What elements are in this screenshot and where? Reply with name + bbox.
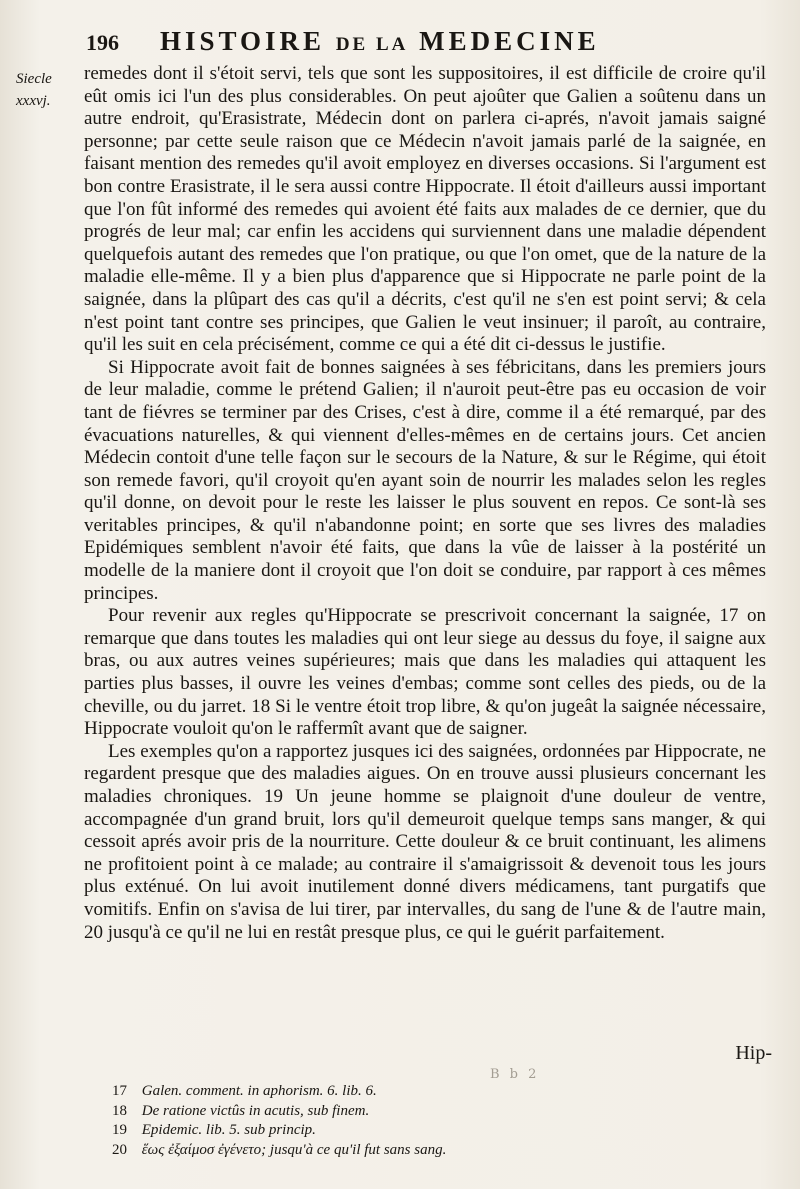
running-title-part1: HISTOIRE [160, 26, 326, 56]
margin-note-century [16, 68, 76, 112]
signature-mark: B b 2 [490, 1067, 540, 1082]
main-text [84, 63, 766, 944]
running-title-part2: DE LA [335, 34, 409, 55]
footnote-number: 18 [112, 1102, 127, 1119]
footnote-text: Galen. comment. in aphorism. 6. lib. 6. [141, 1083, 377, 1099]
page-number: 196 [86, 30, 119, 55]
paragraph-4: Les exemples qu'on a rapportez jusques ici des saignées, ordonnées par Hippocrate, ne regardent presque que des maladies aigues. On en trouve aussi plusieurs concernant les maladies chroniques. 19 Un jeune homme se plaignoit d'une douleur de ventre, accompagnée d'un grand bruit, lors qu'il demeuroit quelque temps sans manger, & qui cessoit aprés avoir pris de la nourriture. Cette douleur & ce bruit continuant, les alimens ne profitoient point à ce malade; au contraire il s'amaigrissoit & devenoit tous les jours plus exténué. On lui avoit inutilement donné divers médicamens, tant purgatifs que vomitifs. Enfin on s'avisa de lui tirer, par intervalles, du sang de l'une & de l'autre main, 20 jusqu'à ce qu'il ne lui en restât presque plus, ce qui le guérit parfaitement. [84, 740, 766, 943]
footnote-number: 17 [112, 1083, 127, 1099]
footnote [112, 1082, 672, 1102]
paragraph-1: remedes dont il s'étoit servi, tels que sont les suppositoires, il est difficile de croire qu'il eût omis ici l'un des plus considerables. On peut ajoûter que Galien a soûtenu dans un autre endroit, qu'Erasistrate, Médecin dont on parlera ci-aprés, n'avoit jamais saigné personne; par cette seule raison que ce Médecin n'avoit jamais parlé de la saignée, en faisant mention des remedes qu'il avoit employez en diverses occasions. Si l'argument est bon contre Erasistrate, il le sera aussi contre Hippocrate. Il étoit d'ailleurs aussi important que l'on fût informé des remedes qui avoient été faits aux malades de ce dernier, que du progrés de leur mal; car enfin les accidens qui surviennent dans une maladie dépendent quelquefois autant des remedes que l'on pratique, ou que l'on omet, que de la nature de la maladie elle-même. Il y a bien plus d'apparence que si Hippocrate ne parle point de la saignée, dans la plûpart des cas qu'il a décrits, c'est qu'il ne s'en est point servi; & cela n'est point tant contre ses principes, que Galien le veut insinuer; il paroît, au contraire, qu'il les suit en cela précisément, comme ce qui a été dit ci-dessus le justifie. [84, 63, 766, 356]
catchword: Hip- [735, 1042, 772, 1064]
margin-note-line1: Siecle [16, 71, 52, 87]
footnote-text: ἕως ἐξαίμοσ ἐγένετο; jusqu'à ce qu'il fut sans sang. [141, 1141, 447, 1158]
footnote-number: 20 [112, 1141, 127, 1158]
footnote-number: 19 [112, 1122, 127, 1138]
running-title-part3: MEDECINE [419, 26, 600, 56]
footnote [112, 1102, 672, 1122]
running-header [86, 26, 776, 62]
footnote [112, 1141, 672, 1161]
running-title [160, 26, 780, 57]
footnotes [112, 1082, 672, 1160]
footnote [112, 1121, 672, 1141]
footnote-text: Epidemic. lib. 5. sub princip. [141, 1122, 316, 1138]
paragraph-3: Pour revenir aux regles qu'Hippocrate se prescrivoit concernant la saignée, 17 on remarque que dans toutes les maladies qui ont leur siege au dessus du foye, il saigne aux bras, ou aux autres veines supérieures; mais que dans les maladies qui attaquent les parties plus basses, il ouvre les veines d'embas; comme sont celles des pieds, ou de la cheville, ou du jarret. 18 Si le ventre étoit trop libre, & qu'on jugeât la saignée nécessaire, Hippocrate vouloit qu'on le raffermît avant que de saigner. [84, 605, 766, 740]
footnote-text: De ratione victûs in acutis, sub finem. [141, 1102, 370, 1119]
margin-note-line2: xxxvj. [16, 93, 51, 109]
paragraph-2: Si Hippocrate avoit fait de bonnes saignées à ses fébricitans, dans les premiers jours de leur maladie, comme le prétend Galien; il n'auroit peut-être pas eu occasion de voir tant de fiévres se terminer par des Crises, c'est à dire, comme il a été remarqué, par des évacuations naturelles, & qui viennent d'elles-mêmes en de certains jours. Cet ancien Médecin contoit d'une telle façon sur le secours de la Nature, & sur le Régime, qui étoit son remede favori, qu'il croyoit qu'en ayant soin de nourrir les malades selon les regles qu'il donne, on devoit pour le reste les laisser le plus souvent en repos. Ce sont-là ses veritables principes, & qu'il n'abandonne point; en sorte que ses livres des maladies Epidémiques semblent n'avoir été faits, que dans la vûe de laisser à la postérité un modelle de la maniere dont il croyoit que l'on doit se conduire, par rapport à ces mêmes principes. [84, 356, 766, 604]
